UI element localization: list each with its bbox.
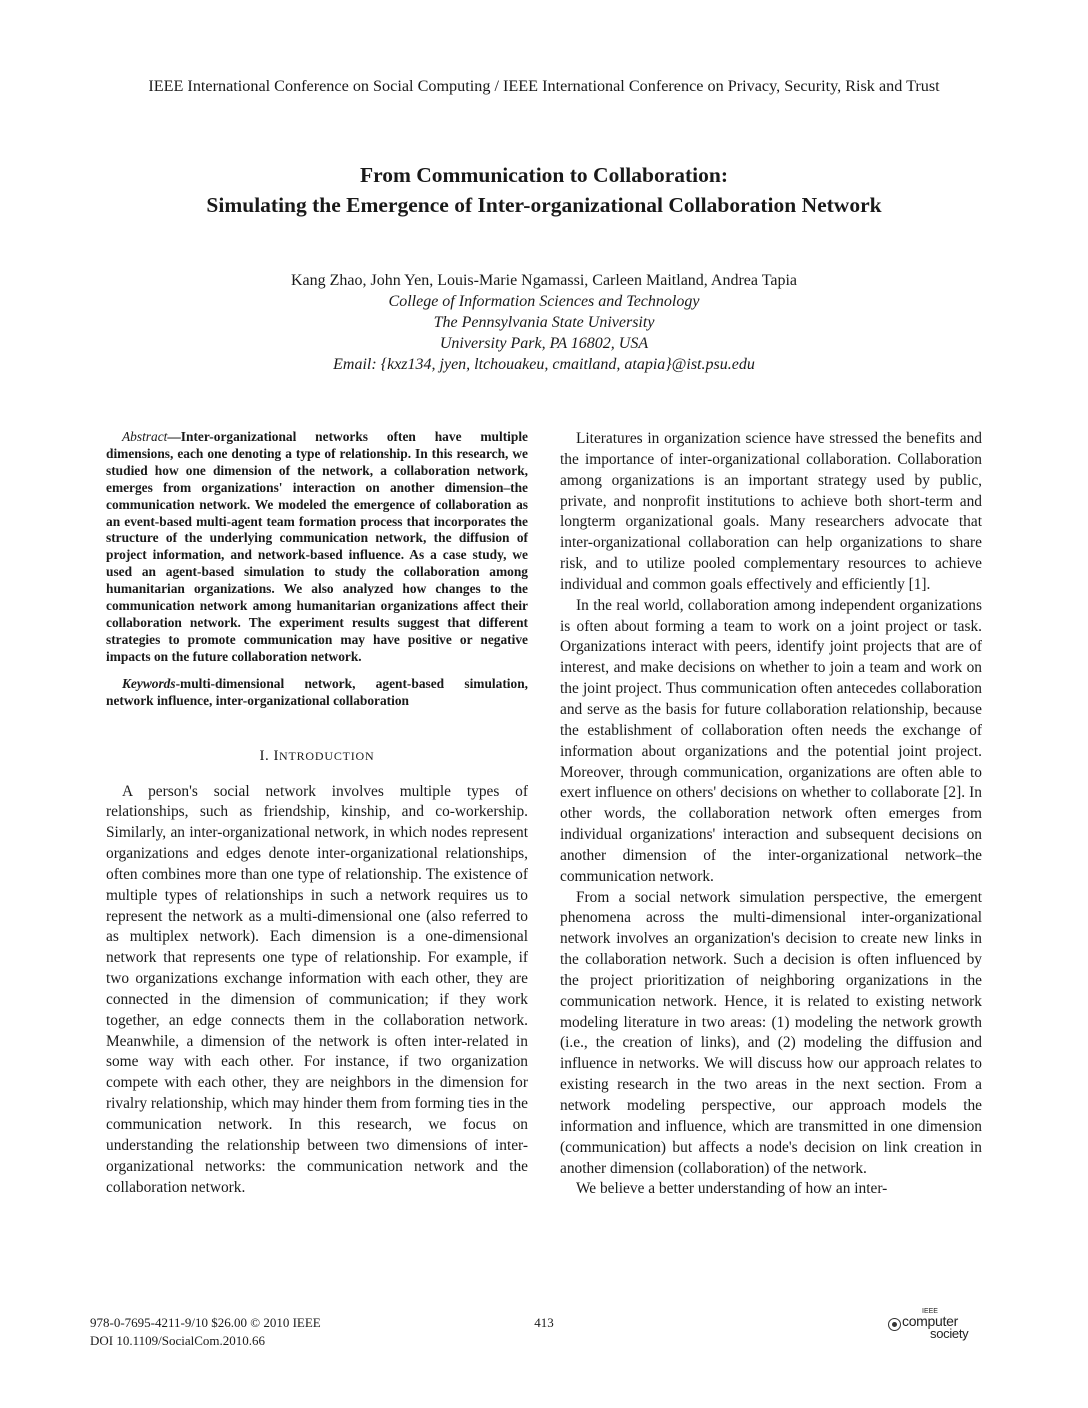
- affiliation-college: College of Information Sciences and Technology: [388, 293, 700, 310]
- footer-publication-info: [90, 1314, 321, 1350]
- keywords: [106, 676, 528, 710]
- page-number: 413: [534, 1315, 554, 1330]
- footer-isbn: 978-0-7695-4211-9/10 $26.00 © 2010 IEEE: [90, 1315, 321, 1330]
- body-paragraph: We believe a better understanding of how an inter-: [576, 1180, 888, 1198]
- title-line-2: Simulating the Emergence of Inter-organizational Collaboration Network: [206, 193, 882, 217]
- conference-header: IEEE International Conference on Social Computing / IEEE International Conference on Privacy, Security, Risk and Trust: [148, 77, 940, 95]
- footer-doi: DOI 10.1109/SocialCom.2010.66: [90, 1333, 266, 1348]
- abstract-text: —Inter-organizational networks often have multiple dimensions, each one denoting a type of relationship. In this research, we studied how one dimension of the network, a collaboration network, emerges from organizations' interaction on another dimension–the communication network. We modeled the emergence of collaboration as an event-based multi-agent team formation process that incorporates the structure of the underlying communication network, the diffusion of project information, and network-based influence. As a case study, we used an agent-based simulation to study the collaboration among humanitarian organizations. We also analyzed how changes to the communication network among humanitarian organizations affect their collaboration network. The experiment results suggest that different strategies to promote communication may have positive or negative impacts on the future collaboration network.: [106, 429, 528, 664]
- body-paragraph: From a social network simulation perspective, the emergent phenomena across the multi-dimensional inter-organizational network involves an organization's decision to create new links in the collaboration network. Such a decision is often influenced by the project prioritization of neighboring organizations in the communication network. Hence, it is related to existing network modeling literature in two areas: (1) modeling the network growth (i.e., the creation of links), and (2) modeling the diffusion and influence in networks. We will discuss how our approach relates to existing research in the two areas in the next section. From a network modeling perspective, our approach models the information and influence, which are transmitted in one dimension (communication) but affects a node's decision on link creation in another dimension (collaboration) of the network.: [560, 888, 982, 1177]
- section-initial: I: [273, 747, 280, 764]
- body-paragraph: In the real world, collaboration among independent organizations is often about forming a team to work on a joint project or task. Organizations interact with peers, identify joint projects that are of interest, and make decisions on whether to join a team and work on the joint project. Thus communication often antecedes collaboration and serve as the basis for future collaboration relationship, because the establishment of collaboration often needs the exchange of information about organizations and the potential joint project. Moreover, through communication, organizations are often able to exert influence on others' decisions on whether to collaborate [2]. In other words, the collaboration network often emerges from individual organizations' interaction and subsequent decisions on another dimension of the inter-organizational network–the communication network.: [560, 596, 982, 885]
- affiliation-location: University Park, PA 16802, USA: [439, 335, 649, 352]
- title-line-1: From Communication to Collaboration:: [359, 163, 729, 187]
- affiliation-university: The Pennsylvania State University: [433, 314, 655, 331]
- keywords-label: Keywords: [122, 675, 176, 691]
- abstract: [106, 429, 528, 666]
- left-column: [106, 429, 528, 1198]
- author-names: Kang Zhao, John Yen, Louis-Marie Ngamassi, Carleen Maitland, Andrea Tapia: [290, 272, 798, 289]
- right-column: [560, 429, 982, 1200]
- body-paragraph: Literatures in organization science have stressed the benefits and the importance of inter-organizational collaboration. Collaboration among organizations is an important strategy used by public, private, and nonprofit institutions to achieve both short-term and longterm organizational goals. Many researchers advocate that inter-organizational collaboration can help organizations to share risk, and to utilize pooled complementary resources to achieve individual and common goals effectively and efficiently [1].: [560, 430, 982, 593]
- keywords-text: -multi-dimensional network, agent-based simulation, network influence, inter-organizational collaboration: [106, 675, 528, 708]
- section-number: I.: [259, 747, 270, 764]
- body-paragraph: A person's social network involves multiple types of relationships, such as friendship, kinship, and co-workership. Similarly, an inter-organizational network, in which nodes represent organizations and edges denote inter-organizational relationships, often combines more than one type of relationship. The existence of multiple types of relationships in such a network requires us to represent the network as a multi-dimensional one (also referred to as multiplex network). Each dimension is a one-dimensional network that represents one type of relationship. For example, if two organizations exchange information with each other, they are connected in the dimension of communication; if they work together, an edge connects them in the collaboration network. Meanwhile, a dimension of the network is often inter-related in some way with each other. For instance, if two organization compete with each other, they are neighbors in the dimension for rivalry relationship, which may hinder them from forming ties in the communication network. In this research, we focus on understanding the relationship between two dimensions of inter-organizational networks: the communication network and the collaboration network.: [106, 782, 528, 1196]
- section-rest: NTRODUCTION: [279, 748, 375, 763]
- logo-word-computer: computer: [902, 1313, 958, 1329]
- section-heading-introduction: [106, 746, 528, 766]
- logo-ieee-text: IEEE: [922, 1308, 938, 1315]
- paper-title: [60, 160, 1028, 220]
- author-block: [60, 270, 1028, 375]
- author-emails: Email: {kxz134, jyen, ltchouakeu, cmaitland, atapia}@ist.psu.edu: [333, 356, 755, 373]
- logo-word-society: society: [930, 1326, 969, 1341]
- ieee-computer-society-logo: [888, 1308, 988, 1342]
- abstract-label: Abstract: [122, 429, 168, 444]
- logo-circle-icon: [888, 1318, 901, 1331]
